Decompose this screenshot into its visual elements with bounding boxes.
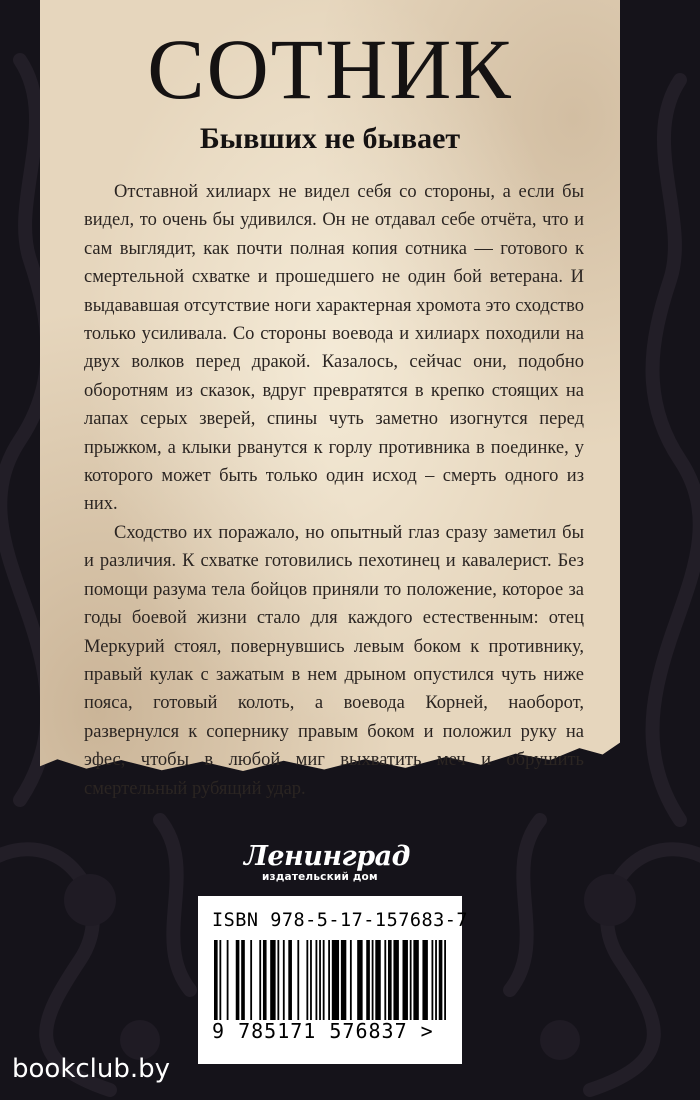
book-subtitle: Бывших не бывает (199, 122, 461, 155)
barcode-bar (432, 940, 434, 1020)
barcode-bar (236, 940, 240, 1020)
barcode-bar (388, 940, 392, 1020)
barcode-bar (372, 940, 374, 1020)
barcode-bar (259, 940, 261, 1020)
blurb-text (84, 178, 584, 803)
barcode-bars (214, 940, 446, 1020)
barcode-bar (413, 940, 418, 1020)
barcode-bar (341, 940, 346, 1020)
isbn-label: ISBN 978-5-17-157683-7 (212, 910, 469, 931)
barcode-bar (283, 940, 285, 1020)
barcode-panel (198, 896, 469, 1064)
barcode-bar (375, 940, 380, 1020)
barcode-bar (316, 940, 318, 1020)
barcode-bar (328, 940, 330, 1020)
site-watermark: bookclub.by (12, 1054, 171, 1084)
barcode-bar (332, 940, 339, 1020)
publisher-subtitle: издательский дом (262, 871, 378, 883)
barcode-bar (214, 940, 218, 1020)
barcode-bar (350, 940, 352, 1020)
barcode-bar (384, 940, 386, 1020)
barcode-bar (422, 940, 427, 1020)
barcode-digits: 9 785171 576837 > (212, 1019, 434, 1043)
barcode-bar (410, 940, 412, 1020)
barcode-bar (357, 940, 362, 1020)
barcode-bar (403, 940, 408, 1020)
barcode-bar (435, 940, 437, 1020)
barcode-bar (444, 940, 446, 1020)
barcode-bar (241, 940, 245, 1020)
barcode-bar (323, 940, 325, 1020)
blurb-paragraph-2: Сходство их поражало, но опытный глаз сразу заметил бы и различия. К схватке готовились пехотинец и кавалерист. Без помощи разума тела бойцов приняли то положение, которое за годы боевой жизни стало для каждого естественным: отец Меркурий стоял, повернувшись левым боком к противнику, правый кулак с зажатым в нем дрыном опустился чуть ниже пояса, готовый колоть, а воевода Корней, наоборот, развернулся к сопернику правым боком и положил руку на эфес, чтобы в любой миг выхватить меч и обрушить смертельный рубящий удар. (84, 522, 584, 799)
barcode-bar (366, 940, 370, 1020)
barcode-bar (250, 940, 252, 1020)
publisher-name: Ленинград (244, 841, 410, 872)
barcode-bar (277, 940, 279, 1020)
barcode-bar (439, 940, 443, 1020)
barcode-bar (270, 940, 275, 1020)
barcode-bar (263, 940, 267, 1020)
publisher-logo (236, 842, 416, 888)
barcode-bar (219, 940, 221, 1020)
barcode-bar (288, 940, 292, 1020)
barcode-bar (306, 940, 308, 1020)
barcode-bar (393, 940, 398, 1020)
book-title: СОТНИК (147, 21, 513, 117)
barcode-bar (297, 940, 299, 1020)
barcode-bar (227, 940, 229, 1020)
blurb-paragraph-1: Отставной хилиарх не видел себя со стороны, а если бы видел, то очень бы удивился. Он не отдавал себе отчёта, что и сам выглядит, как почти полная копия сотника — готового к смертельной схватке и прошедшего не один бой ветерана. И выдававшая отсутствие ноги характерная хромота это сходство только усиливала. Со стороны воевода и хилиарх походили на двух волков перед дракой. Казалось, сейчас они, подобно оборотням из сказок, вдруг превратятся в крепко стоящих на лапах серых зверей, спины чуть заметно изогнутся перед прыжком, а клыки рванутся к горлу противника в поединке, у которого может быть только один исход – смерть одного из них. (84, 182, 584, 515)
barcode-bar (319, 940, 321, 1020)
barcode-bar (310, 940, 312, 1020)
